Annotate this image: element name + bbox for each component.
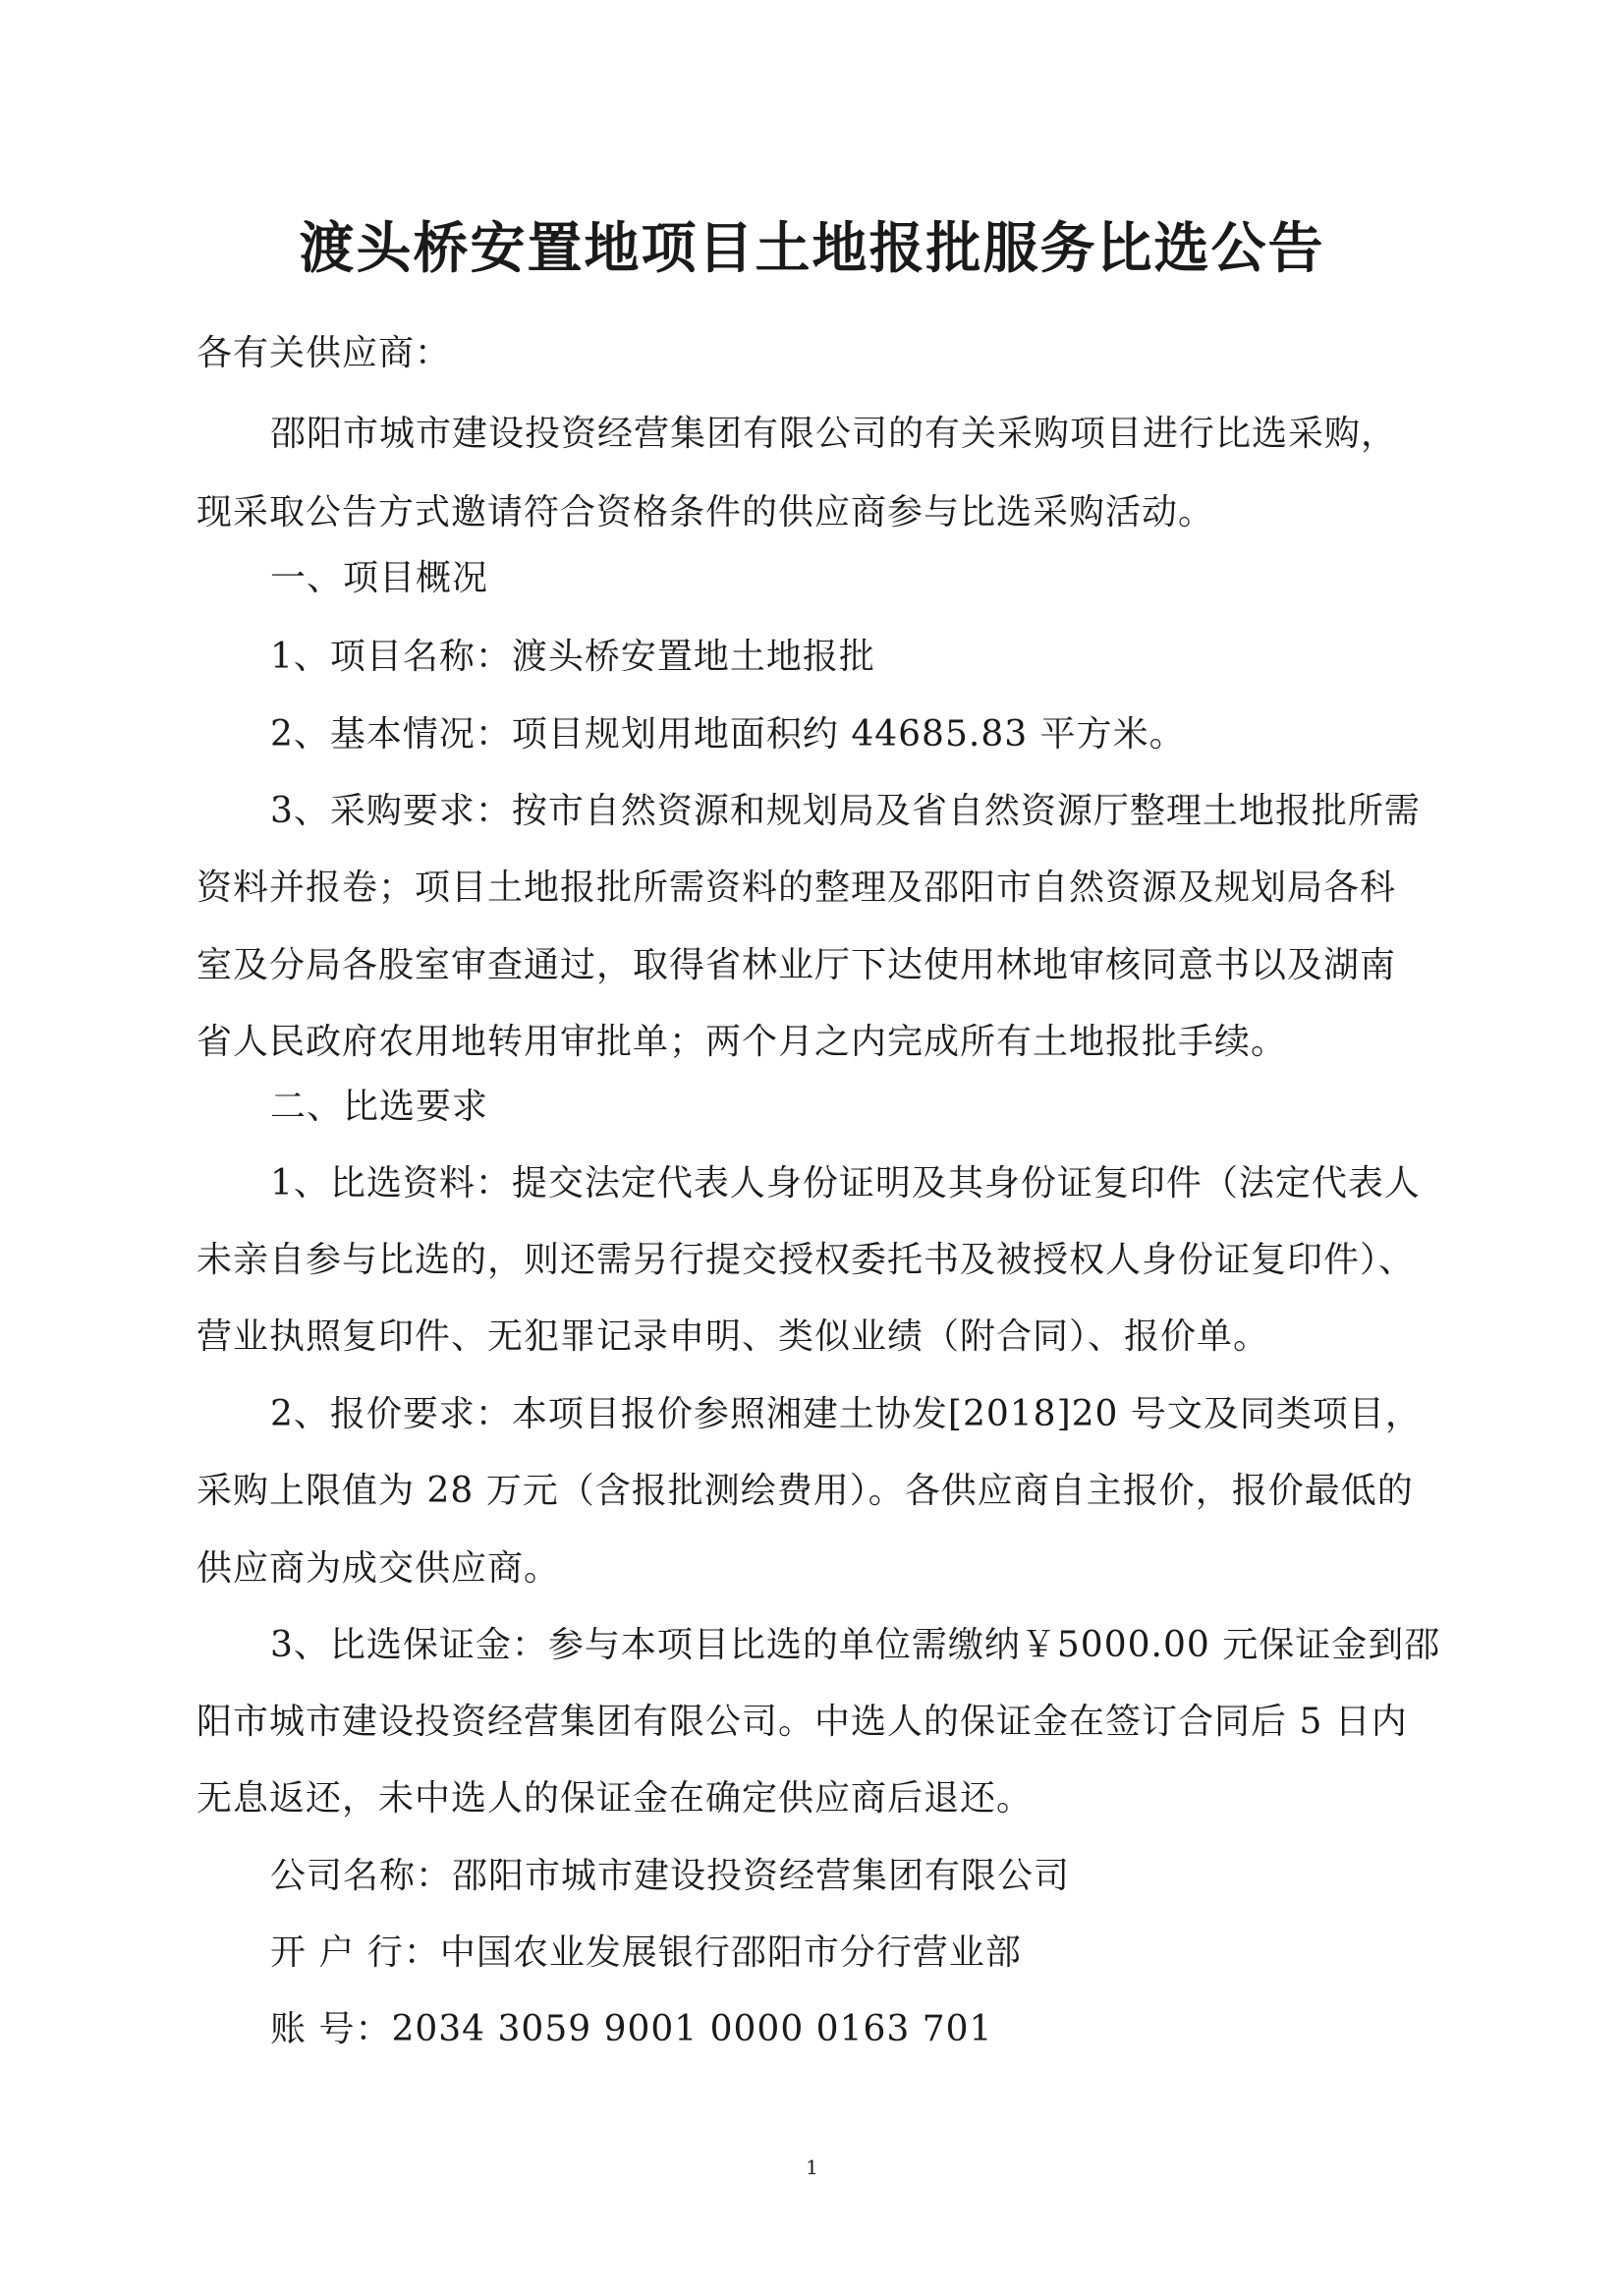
section2-heading: 二、比选要求 xyxy=(270,1087,489,1127)
section1-item1: 1、项目名称：渡头桥安置地土地报批 xyxy=(270,637,875,677)
section1-item2: 2、基本情况：项目规划用地面积约 44685.83 平方米。 xyxy=(270,714,1186,755)
document-title: 渡头桥安置地项目土地报批服务比选公告 xyxy=(299,216,1325,281)
section2-item2-line-2: 采购上限值为 28 万元（含报批测绘费用）。各供应商自主报价，报价最低的 xyxy=(196,1471,1414,1511)
section1-item3-line-4: 省人民政府农用地转用审批单；两个月之内完成所有土地报批手续。 xyxy=(196,1022,1288,1062)
intro-line-1: 邵阳市城市建设投资经营集团有限公司的有关采购项目进行比选采购， xyxy=(270,414,1398,454)
section1-heading: 一、项目概况 xyxy=(270,558,489,598)
page-number: 1 xyxy=(806,2155,818,2179)
section2-item3-line-1: 3、比选保证金：参与本项目比选的单位需缴纳￥5000.00 元保证金到邵 xyxy=(270,1625,1441,1665)
section2-item2-line-1: 2、报价要求：本项目报价参照湘建土协发[2018]20 号文及同类项目， xyxy=(270,1394,1422,1434)
section2-item3-line-2: 阳市城市建设投资经营集团有限公司。中选人的保证金在签订合同后 5 日内 xyxy=(196,1702,1408,1742)
section2-item1-line-3: 营业执照复印件、无犯罪记录申明、类似业绩（附合同）、报价单。 xyxy=(196,1316,1270,1357)
greeting: 各有关供应商： xyxy=(196,333,452,373)
section2-item2-line-3: 供应商为成交供应商。 xyxy=(196,1548,561,1589)
company-name: 公司名称：邵阳市城市建设投资经营集团有限公司 xyxy=(270,1856,1071,1896)
section1-item3-line-2: 资料并报卷；项目土地报批所需资料的整理及邵阳市自然资源及规划局各科 xyxy=(196,868,1397,908)
bank-name: 开 户 行：中国农业发展银行邵阳市分行营业部 xyxy=(270,1932,1022,1973)
section1-item3-line-1: 3、采购要求：按市自然资源和规划局及省自然资源厅整理土地报批所需 xyxy=(270,791,1421,831)
section2-item1-line-1: 1、比选资料：提交法定代表人身份证明及其身份证复印件（法定代表人 xyxy=(270,1163,1421,1203)
section2-item1-line-2: 未亲自参与比选的，则还需另行提交授权委托书及被授权人身份证复印件）、 xyxy=(196,1240,1416,1280)
intro-line-2: 现采取公告方式邀请符合资格条件的供应商参与比选采购活动。 xyxy=(196,492,1215,532)
account-number: 账 号：2034 3059 9001 0000 0163 701 xyxy=(270,2009,993,2049)
section2-item3-line-3: 无息返还，未中选人的保证金在确定供应商后退还。 xyxy=(196,1778,1034,1819)
section1-item3-line-3: 室及分局各股室审查通过，取得省林业厅下达使用林地审核同意书以及湖南 xyxy=(196,945,1397,985)
